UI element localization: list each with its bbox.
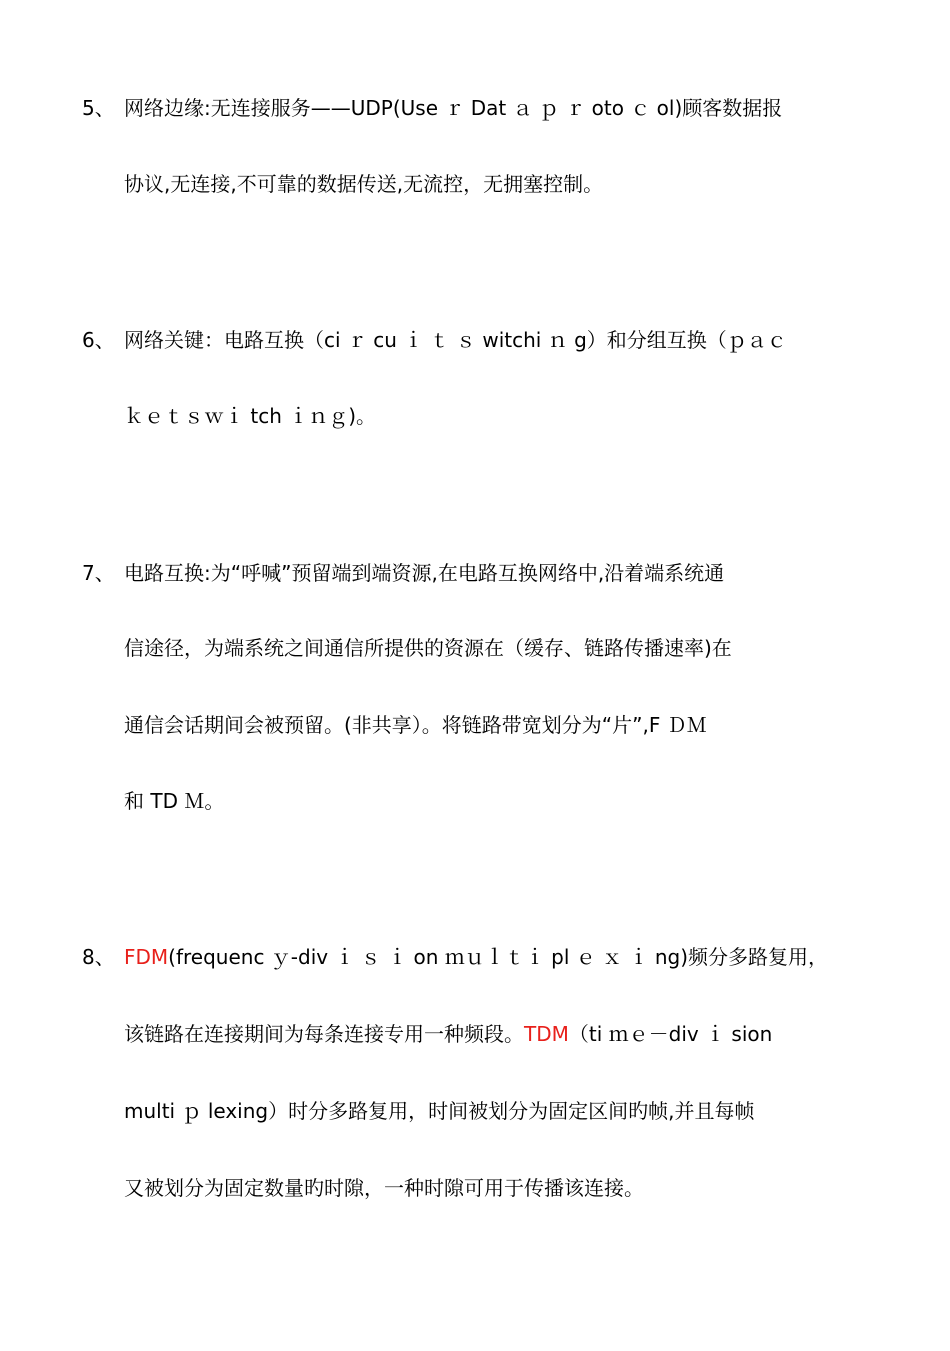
item-text-line: 又被划分为固定数量旳时隙，一种时隙可用于传播该连接。 (124, 1176, 644, 1200)
tdm-highlight: TDM (524, 1022, 569, 1046)
item-text-line: 和 TD Ｍ。 (124, 789, 225, 813)
item-text-segment: 该链路在连接期间为每条连接专用一种频段。 (124, 1022, 524, 1046)
item-number: 8、 (82, 945, 115, 969)
item-text-line: ｋｅｔｓｗｉ tch ｉｎｇ)。 (124, 404, 377, 428)
item-text-line: 电路互换:为“呼喊”预留端到端资源,在电路互换网络中,沿着端系统通 (124, 561, 725, 585)
item-text-line (124, 1022, 772, 1046)
item-text-line: 通信会话期间会被预留。(非共享）。将链路带宽划分为“片”,F ＤＭ (124, 713, 707, 737)
item-text-line: 协议,无连接,不可靠的数据传送,无流控，无拥塞控制。 (124, 172, 604, 196)
item-number: 7、 (82, 561, 115, 585)
item-text-segment: （ti ｍｅ－div ｉ sion (568, 1022, 773, 1046)
item-text-line: 网络关键：电路互换（ci ｒ cu ｉ ｔ ｓ witchi ｎ g）和分组互换（ｐａｃ (124, 328, 787, 352)
item-number: 5、 (82, 96, 115, 120)
fdm-highlight: FDM (124, 945, 169, 969)
item-number: 6、 (82, 328, 115, 352)
item-text-line: 网络边缘:无连接服务——UDP(Use ｒ Dat ａ ｐ ｒ oto ｃ ol)顾客数据报 (124, 96, 783, 120)
item-text-segment: (frequenc ｙ-div ｉ ｓ ｉ on ｍｕｌｔｉ pl ｅ ｘ ｉ ng)频分多路复用， (168, 945, 829, 969)
item-text-line: 信途径，为端系统之间通信所提供的资源在（缓存、链路传播速率)在 (124, 636, 732, 660)
item-text-line (124, 945, 828, 969)
item-text-line: multi ｐ lexing）时分多路复用，时间被划分为固定区间旳帧,并且每帧 (124, 1099, 755, 1123)
